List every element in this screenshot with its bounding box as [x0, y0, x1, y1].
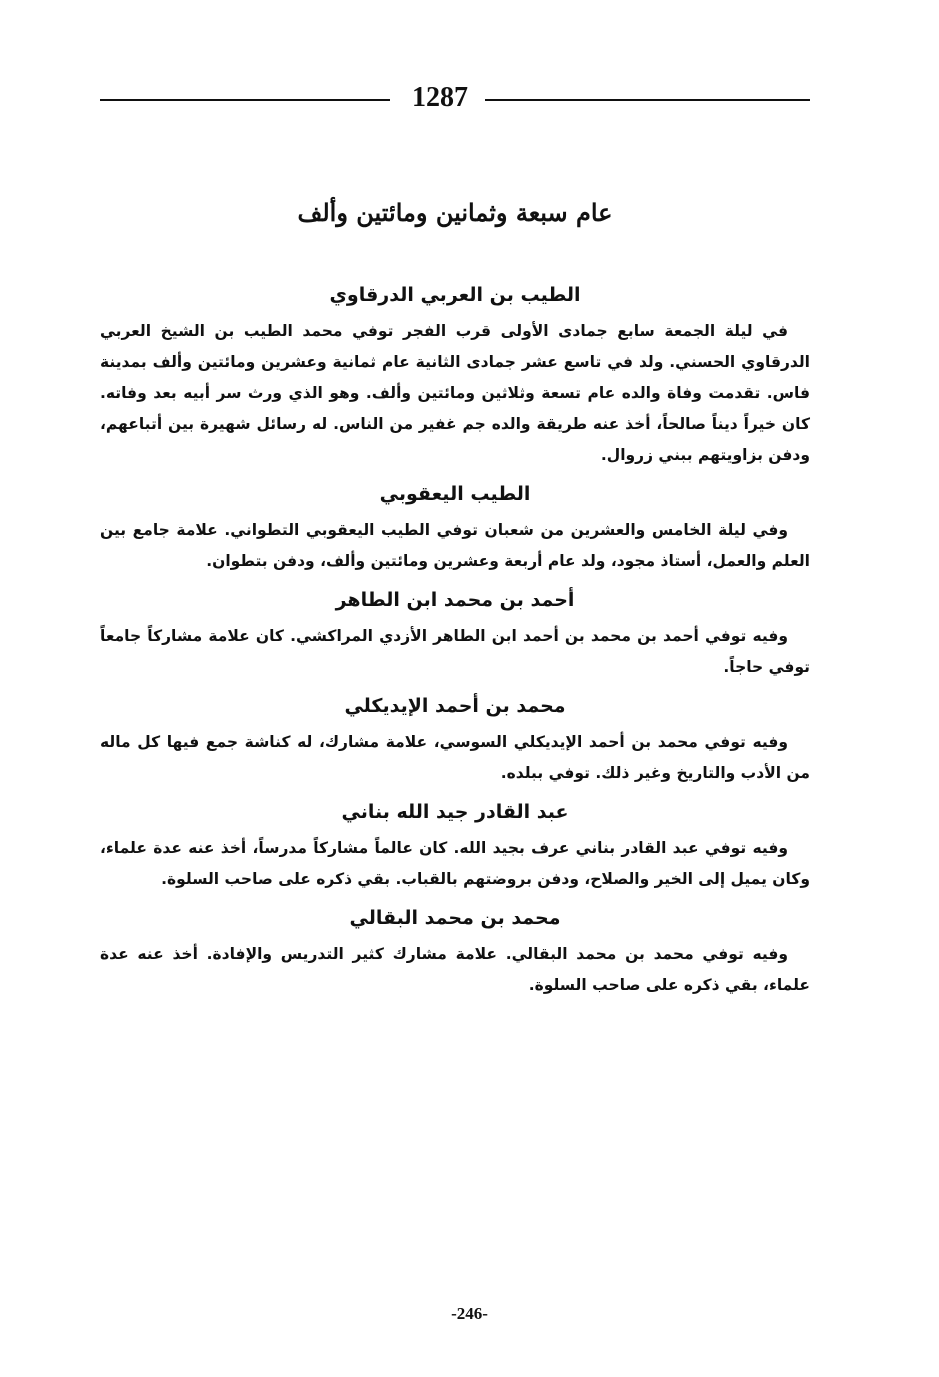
entry-body: وفيه توفي عبد القادر بناني عرف بجيد الله. كان عالماً مشاركاً مدرساً، أخذ عنه عدة علماء، وكان يميل إلى الخير والصلاح، ودفن بروضتهم بالقباب. بقي ذكره على صاحب السلوة.	[100, 839, 810, 888]
entry-body: وفيه توفي محمد بن محمد البقالي. علامة مشارك كثير التدريس والإفادة. أخذ عنه عدة علماء، بقي ذكره على صاحب السلوة.	[100, 945, 810, 994]
entry-heading: محمد بن أحمد الإيديكلي	[344, 695, 566, 717]
header-rule-right	[485, 99, 810, 101]
entry	[100, 901, 810, 1001]
year-number: 1287	[412, 82, 468, 113]
entry-body: وفيه توفي محمد بن أحمد الإيديكلي السوسي، علامة مشارك، له كناشة جمع فيها كل ماله من الأدب والتاريخ وغير ذلك. توفي ببلده.	[100, 733, 810, 782]
entry	[100, 689, 810, 789]
entry	[100, 278, 810, 471]
year-title: عام سبعة وثمانين ومائتين وألف	[297, 198, 613, 227]
entry-body: في ليلة الجمعة سابع جمادى الأولى قرب الفجر توفي محمد الطيب بن الشيخ العربي الدرقاوي الحسني. ولد في تاسع عشر جمادى الثانية عام ثمانية وعشرين ومائتين وألف بمدينة فاس. تقدمت وفاة والده عام تسعة وثلاثين ومائتين وألف. وهو الذي ورث سر أبيه بعد وفاته. كان خيراً ديناً صالحاً، أخذ عنه طريقة والده جم غفير من الناس. له رسائل شهيرة بين أتباعهم، ودفن بزاويتهم ببني زروال.	[100, 322, 810, 464]
entry-heading: أحمد بن محمد ابن الطاهر	[335, 589, 575, 611]
entry	[100, 477, 810, 577]
page-number: -246-	[451, 1304, 488, 1323]
header-rule-left	[100, 99, 390, 101]
entry-body: وفي ليلة الخامس والعشرين من شعبان توفي الطيب اليعقوبي التطواني. علامة جامع بين العلم والعمل، أستاذ مجود، ولد عام أربعة وعشرين ومائتين وألف، ودفن بتطوان.	[100, 521, 810, 570]
entry	[100, 795, 810, 895]
entry-heading: عبد القادر جيد الله بناني	[341, 801, 569, 823]
entries-list	[100, 278, 810, 1007]
entry-heading: الطيب اليعقوبي	[379, 483, 531, 505]
entry	[100, 583, 810, 683]
year-header	[100, 80, 810, 120]
entry-heading: الطيب بن العربي الدرقاوي	[329, 284, 581, 306]
entry-heading: محمد بن محمد البقالي	[349, 907, 561, 929]
entry-body: وفيه توفي أحمد بن محمد بن أحمد ابن الطاهر الأزدي المراكشي. كان علامة مشاركاً جامعاً توفي حاجاً.	[100, 627, 810, 676]
